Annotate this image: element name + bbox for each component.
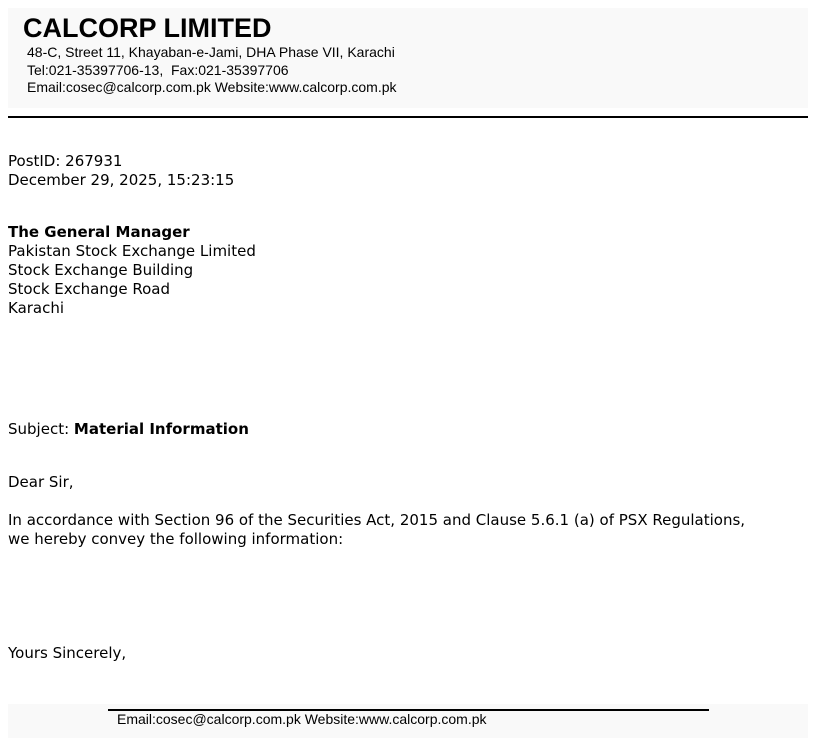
subject-text: Material Information — [73, 420, 249, 438]
header-divider — [8, 116, 808, 118]
letterhead — [8, 8, 808, 108]
company-name: CALCORP LIMITED — [23, 13, 272, 43]
post-datetime: December 29, 2025, 15:23:15 — [8, 171, 235, 189]
company-email-website: Email:cosec@calcorp.com.pk Website:www.calcorp.com.pk — [27, 79, 397, 95]
salutation: Dear Sir, — [8, 473, 74, 491]
post-id: PostID: 267931 — [8, 152, 123, 170]
subject-label: Subject: — [8, 420, 70, 438]
closing: Yours Sincerely, — [8, 644, 127, 662]
recipient-building: Stock Exchange Building — [8, 261, 194, 279]
footer-email-website: Email:cosec@calcorp.com.pk Website:www.calcorp.com.pk — [117, 711, 487, 727]
subject-line — [8, 420, 249, 439]
company-phone-fax: Tel:021-35397706-13, Fax:021-35397706 — [27, 62, 289, 78]
recipient-city: Karachi — [8, 299, 65, 317]
body-paragraph-line1: In accordance with Section 96 of the Securities Act, 2015 and Clause 5.6.1 (a) of PSX Regulations, — [8, 511, 746, 529]
recipient-organization: Pakistan Stock Exchange Limited — [8, 242, 256, 260]
company-address: 48-C, Street 11, Khayaban-e-Jami, DHA Phase VII, Karachi — [27, 44, 395, 60]
recipient-title: The General Manager — [8, 223, 190, 241]
recipient-road: Stock Exchange Road — [8, 280, 170, 298]
body-paragraph-line2: we hereby convey the following information: — [8, 530, 344, 548]
